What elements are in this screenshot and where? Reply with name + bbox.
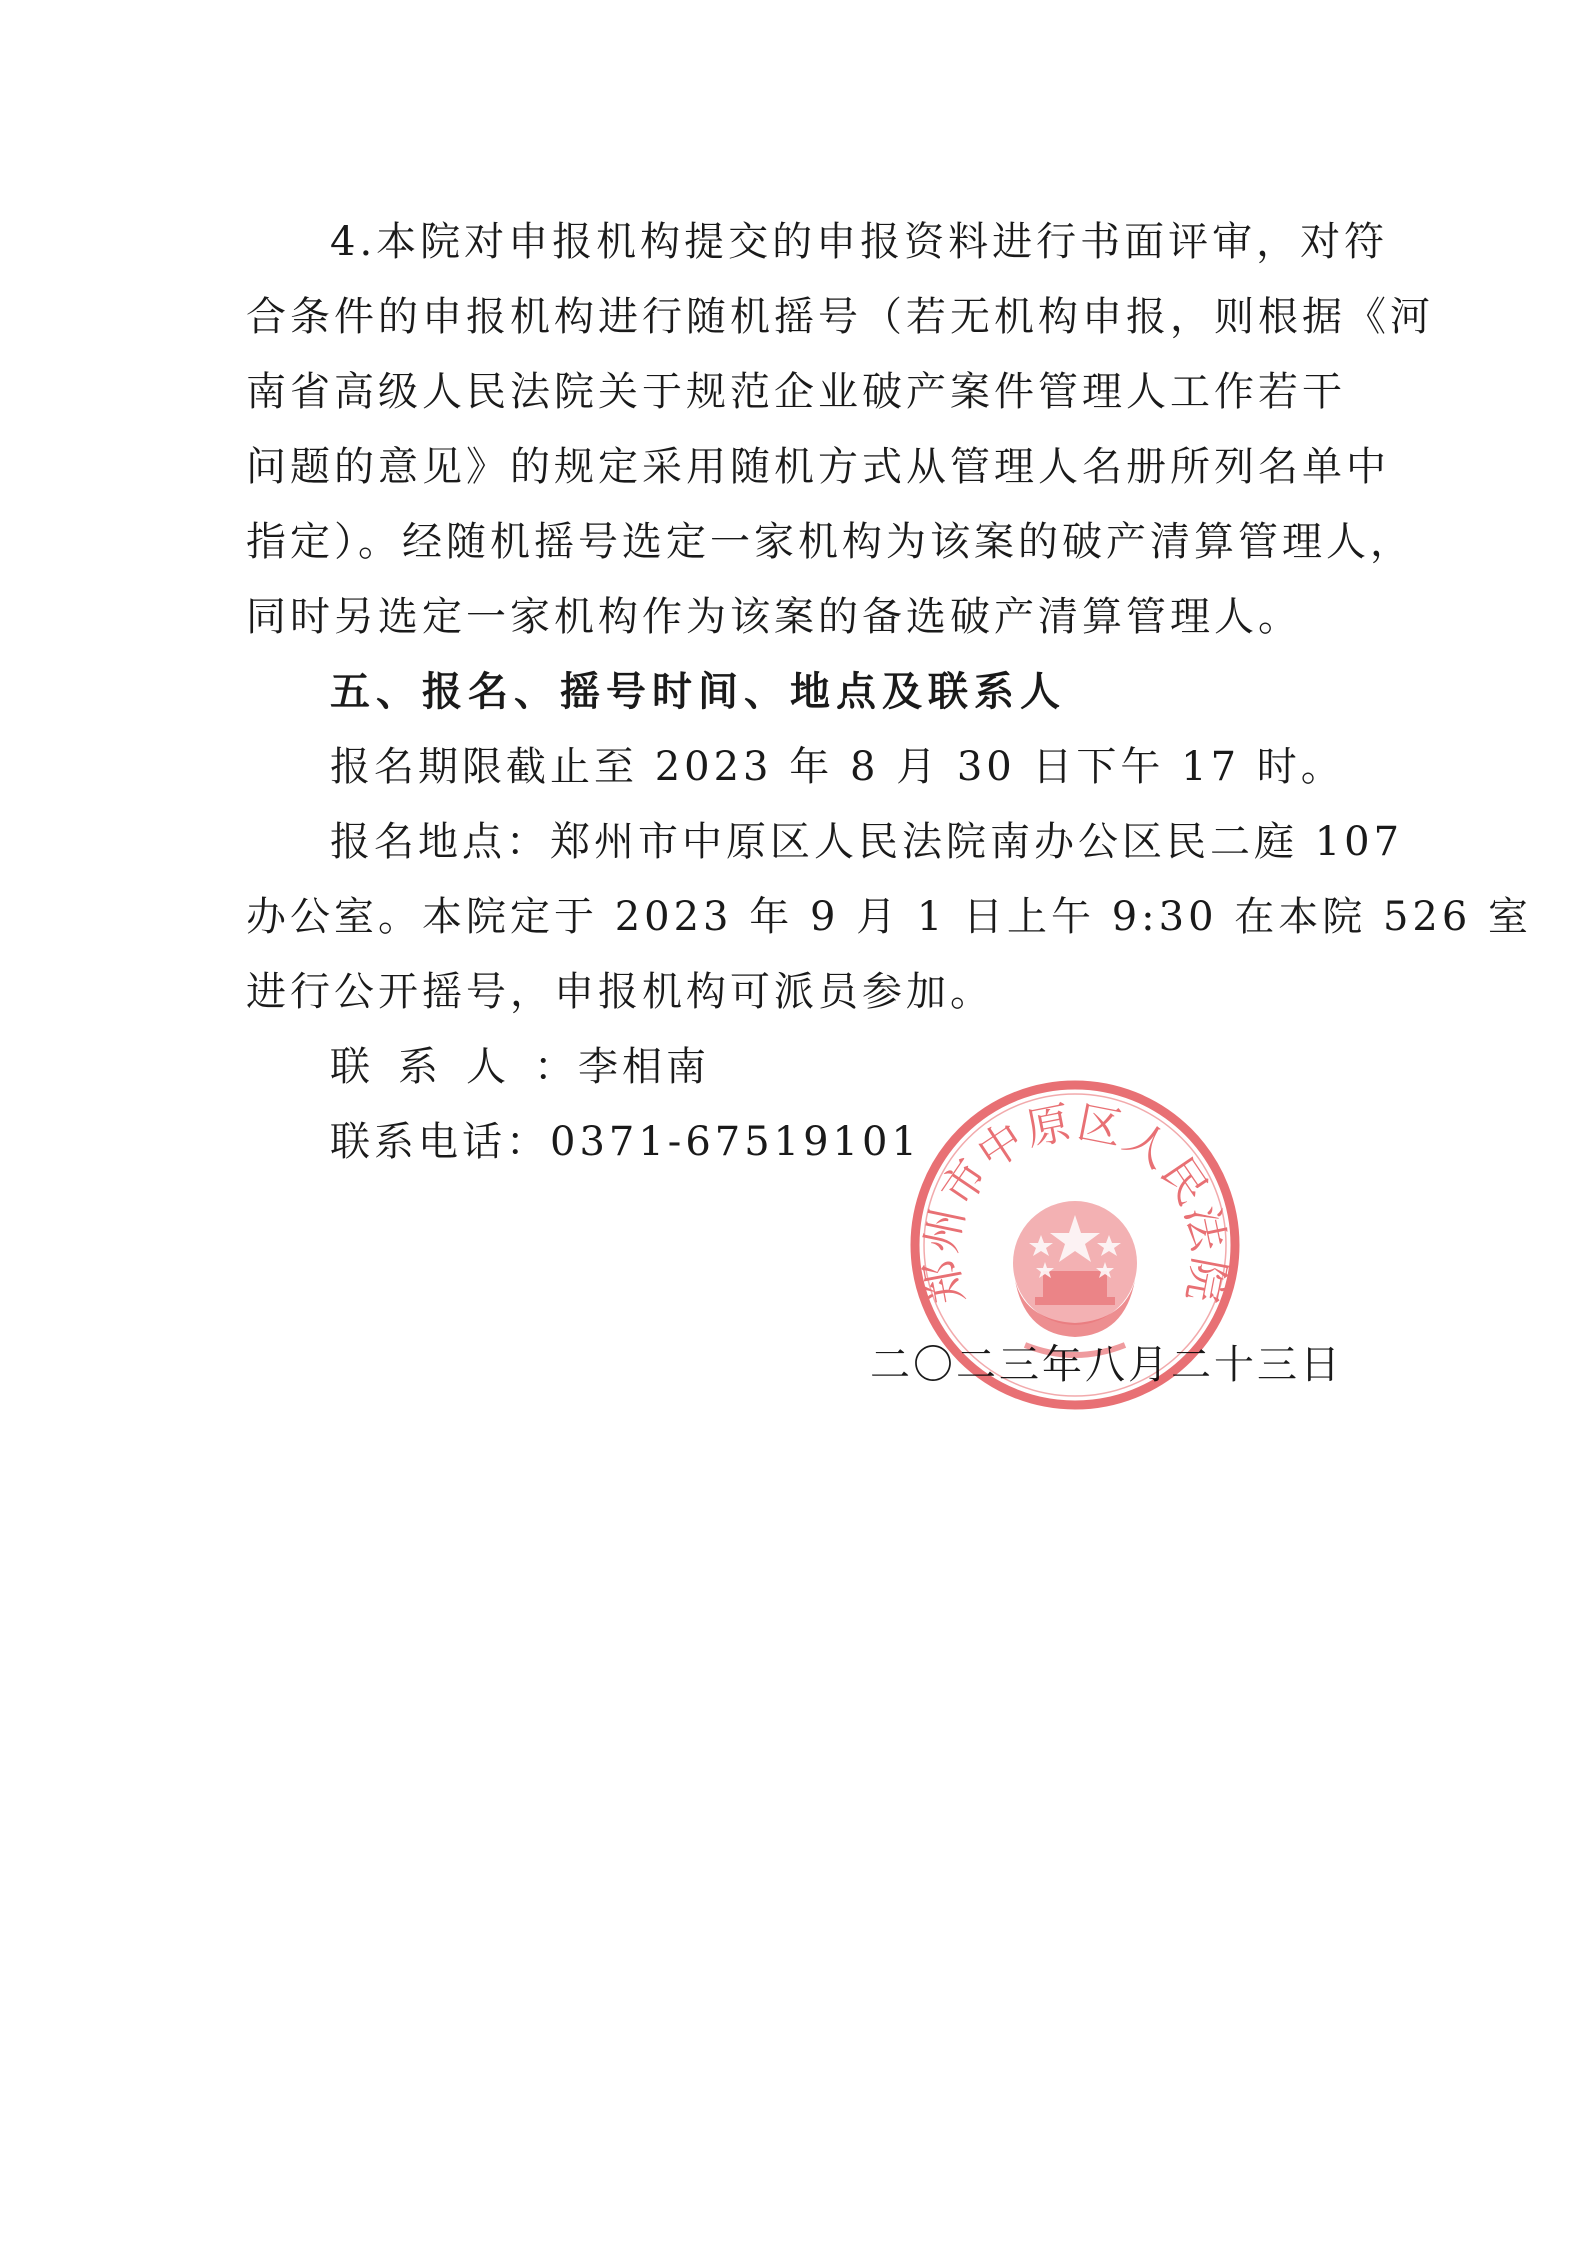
paragraph-4-line-4: 问题的意见》的规定采用随机方式从管理人名册所列名单中 <box>246 444 1390 490</box>
phone-label: 联系电话： <box>330 1119 550 1165</box>
paragraph-4-line-6: 同时另选定一家机构作为该案的备选破产清算管理人。 <box>246 594 1302 640</box>
section-5-heading: 五、报名、摇号时间、地点及联系人 <box>330 669 1066 715</box>
contact-label: 联系人 <box>330 1044 534 1090</box>
document-body <box>246 205 1533 1180</box>
document-date: 二〇二三年八月二十三日 <box>870 1342 1343 1388</box>
paragraph-4-line-3: 南省高级人民法院关于规范企业破产案件管理人工作若干 <box>246 369 1346 415</box>
registration-deadline: 报名期限截止至 2023 年 8 月 30 日下午 17 时。 <box>330 744 1345 790</box>
contact-separator: ： <box>534 1044 578 1090</box>
registration-location-line-3: 进行公开摇号，申报机构可派员参加。 <box>246 969 994 1015</box>
registration-location-line-1: 报名地点：郑州市中原区人民法院南办公区民二庭 107 <box>330 819 1404 865</box>
paragraph-4-line-2: 合条件的申报机构进行随机摇号（若无机构申报，则根据《河 <box>246 294 1434 340</box>
contact-name: 李相南 <box>578 1044 710 1090</box>
court-seal <box>905 1075 1245 1415</box>
national-emblem-icon <box>1013 1201 1137 1355</box>
seal-text: 郑州市中原区人民法院 <box>915 1096 1235 1309</box>
paragraph-4-line-5: 指定）。经随机摇号选定一家机构为该案的破产清算管理人， <box>246 519 1414 565</box>
phone-number: 0371-67519101 <box>550 1119 921 1165</box>
paragraph-4-line-1: 4.本院对申报机构提交的申报资料进行书面评审，对符 <box>330 219 1389 265</box>
registration-location-line-2: 办公室。本院定于 2023 年 9 月 1 日上午 9:30 在本院 526 室 <box>246 894 1533 940</box>
